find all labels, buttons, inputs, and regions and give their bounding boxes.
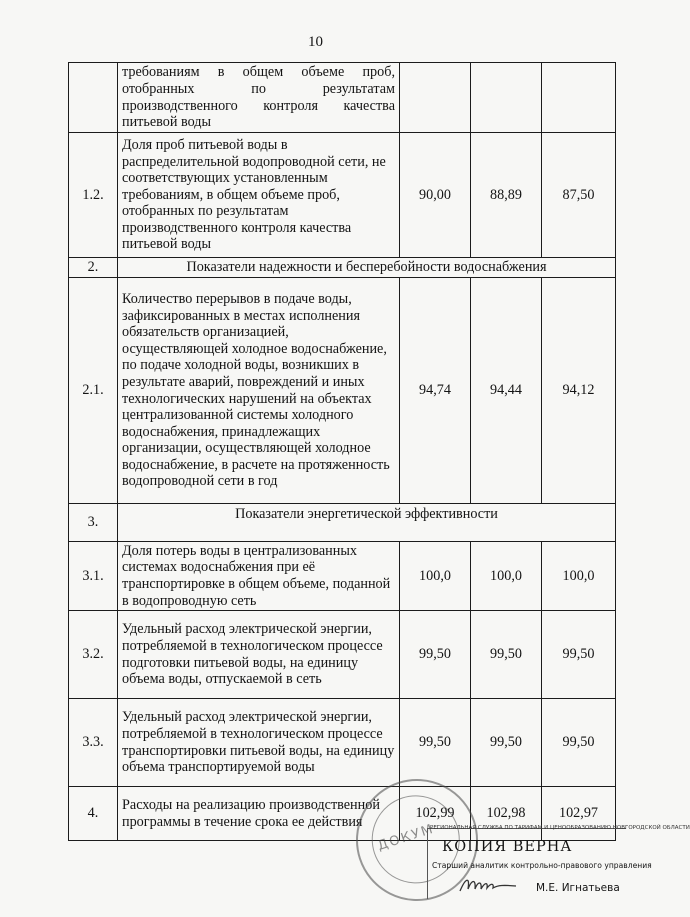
value-cell: 102,97 xyxy=(542,787,616,841)
value-cell: 94,74 xyxy=(400,278,471,504)
value-cell xyxy=(471,63,542,133)
value-cell: 99,50 xyxy=(471,611,542,699)
value-cell: 99,50 xyxy=(542,699,616,787)
value-cell xyxy=(542,63,616,133)
value-cell: 99,50 xyxy=(471,699,542,787)
table-row xyxy=(69,63,616,133)
row-number: 3.3. xyxy=(69,699,118,787)
value-cell: 94,44 xyxy=(471,278,542,504)
value-cell xyxy=(400,63,471,133)
section-row xyxy=(69,504,616,542)
row-number: 2.1. xyxy=(69,278,118,504)
value-cell: 94,12 xyxy=(542,278,616,504)
table-row xyxy=(69,542,616,611)
row-description: Удельный расход электрической энергии, потребляемой в технологическом процессе подготовки питьевой воды, на единицу объема воды, отпускаемой в сеть xyxy=(118,611,400,699)
handwritten-signature xyxy=(458,873,518,895)
value-cell: 100,0 xyxy=(471,542,542,611)
row-number xyxy=(69,63,118,133)
section-title: Показатели энергетической эффективности xyxy=(118,504,616,542)
section-row xyxy=(69,258,616,278)
stamp-position: Старший аналитик контрольно-правового управления xyxy=(432,861,652,870)
value-cell: 102,99 xyxy=(400,787,471,841)
certified-copy-stamp xyxy=(427,825,690,899)
row-number: 4. xyxy=(69,787,118,841)
row-description: Доля проб питьевой воды в распределительной водопроводной сети, не соответствующих установленным требованиям, в общем объеме проб, отобранных по результатам производственного контроля качества питьевой воды xyxy=(118,133,400,258)
page-number: 10 xyxy=(308,34,323,50)
value-cell: 87,50 xyxy=(542,133,616,258)
value-cell: 100,0 xyxy=(400,542,471,611)
row-description: требованиям в общем объеме проб, отобранных по результатам производственного контроля качества питьевой воды xyxy=(118,63,400,133)
row-description: Расходы на реализацию производственной программы в течение срока ее действия xyxy=(118,787,400,841)
value-cell: 99,50 xyxy=(400,611,471,699)
value-cell: 100,0 xyxy=(542,542,616,611)
value-cell: 102,98 xyxy=(471,787,542,841)
row-description: Удельный расход электрической энергии, потребляемой в технологическом процессе транспортировки питьевой воды, на единицу объема транспортируемой воды xyxy=(118,699,400,787)
table-row xyxy=(69,278,616,504)
row-number: 3.2. xyxy=(69,611,118,699)
row-number: 3.1. xyxy=(69,542,118,611)
stamp-organization: РЕГИОНАЛЬНАЯ СЛУЖБА ПО ТАРИФАМ И ЦЕНООБРАЗОВАНИЮ НОВГОРОДСКОЙ ОБЛАСТИ xyxy=(430,825,690,831)
value-cell: 88,89 xyxy=(471,133,542,258)
seal-text: ДОКУМ xyxy=(375,821,437,854)
value-cell: 99,50 xyxy=(542,611,616,699)
row-description: Количество перерывов в подаче воды, зафиксированных в местах исполнения обязательств организацией, осуществляющей холодное водоснабжение, по подаче холодной воды, возникших в результате аварий, повреждений и иных технологических нарушений на объектах централизованной системы холодного водоснабжения, принадлежащих организации, осуществляющей холодное водоснабжение, в расчете на протяженность водопроводной сети в год xyxy=(118,278,400,504)
row-number: 1.2. xyxy=(69,133,118,258)
stamp-signer: М.Е. Игнатьева xyxy=(536,882,620,894)
indicators-table xyxy=(68,62,616,841)
table-row xyxy=(69,133,616,258)
section-number: 3. xyxy=(69,504,118,542)
stamp-title: КОПИЯ ВЕРНА xyxy=(442,839,573,855)
section-number: 2. xyxy=(69,258,118,278)
value-cell: 90,00 xyxy=(400,133,471,258)
table-row xyxy=(69,611,616,699)
row-description: Доля потерь воды в централизованных системах водоснабжения при её транспортировке в общем объеме, поданной в водопроводную сеть xyxy=(118,542,400,611)
table-row xyxy=(69,699,616,787)
value-cell: 99,50 xyxy=(400,699,471,787)
section-title: Показатели надежности и бесперебойности водоснабжения xyxy=(118,258,616,278)
